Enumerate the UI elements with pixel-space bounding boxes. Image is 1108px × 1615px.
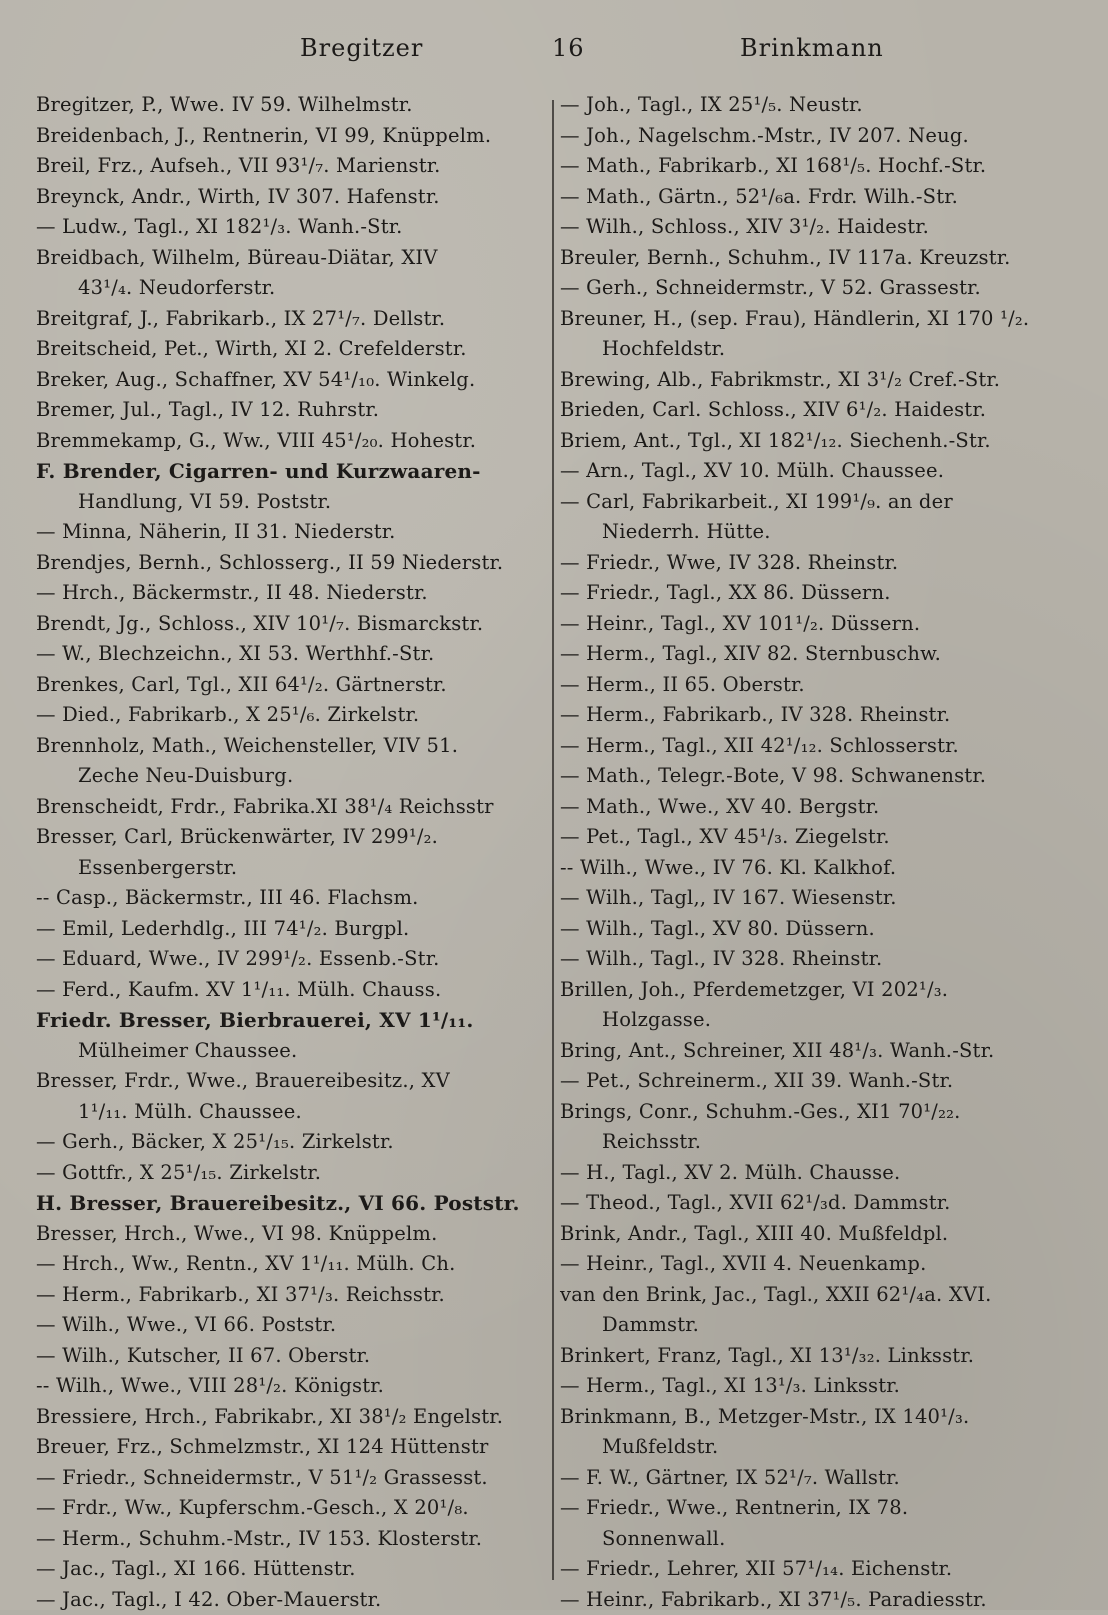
directory-entry: — Math., Gärtn., 52¹/₆a. Frdr. Wilh.-Str. bbox=[560, 182, 1090, 213]
directory-entry: — Herm., Tagl., XII 42¹/₁₂. Schlosserstr. bbox=[560, 731, 1090, 762]
directory-entry: — Math., Fabrikarb., XI 168¹/₅. Hochf.-Str. bbox=[560, 151, 1090, 182]
directory-entry: Breynck, Andr., Wirth, IV 307. Hafenstr. bbox=[36, 182, 556, 213]
directory-entry: Breitscheid, Pet., Wirth, XI 2. Crefelderstr. bbox=[36, 334, 556, 365]
directory-entry: — Jac., Tagl., XI 166. Hüttenstr. bbox=[36, 1554, 556, 1585]
directory-entry: Brenscheidt, Frdr., Fabrika.XI 38¹/₄ Reichsstr bbox=[36, 792, 556, 823]
directory-entry: F. Brender, Cigarren- und Kurzwaaren- bbox=[36, 456, 556, 487]
directory-entry: 43¹/₄. Neudorferstr. bbox=[36, 273, 556, 304]
directory-entry: Bresser, Hrch., Wwe., VI 98. Knüppelm. bbox=[36, 1219, 556, 1250]
directory-entry: — Eduard, Wwe., IV 299¹/₂. Essenb.-Str. bbox=[36, 944, 556, 975]
directory-entry: — Jac., Tagl., I 42. Ober-Mauerstr. bbox=[36, 1585, 556, 1615]
directory-entry: Brieden, Carl. Schloss., XIV 6¹/₂. Haidestr. bbox=[560, 395, 1090, 426]
directory-entry: — Wilh., Tagl., IV 328. Rheinstr. bbox=[560, 944, 1090, 975]
directory-entry: — Wilh., Tagl., XV 80. Düssern. bbox=[560, 914, 1090, 945]
directory-entry: — Pet., Schreinerm., XII 39. Wanh.-Str. bbox=[560, 1066, 1090, 1097]
directory-entry: Bregitzer, P., Wwe. IV 59. Wilhelmstr. bbox=[36, 90, 556, 121]
directory-entry: Zeche Neu-Duisburg. bbox=[36, 761, 556, 792]
directory-entry: Breuer, Frz., Schmelzmstr., XI 124 Hüttenstr bbox=[36, 1432, 556, 1463]
directory-entry: — Hrch., Bäckermstr., II 48. Niederstr. bbox=[36, 578, 556, 609]
directory-entry: — Math., Telegr.-Bote, V 98. Schwanenstr. bbox=[560, 761, 1090, 792]
directory-entry: 1¹/₁₁. Mülh. Chaussee. bbox=[36, 1097, 556, 1128]
directory-entry: Brink, Andr., Tagl., XIII 40. Mußfeldpl. bbox=[560, 1219, 1090, 1250]
directory-entry: — Herm., Schuhm.-Mstr., IV 153. Klosterstr. bbox=[36, 1524, 556, 1555]
directory-entry: — Arn., Tagl., XV 10. Mülh. Chaussee. bbox=[560, 456, 1090, 487]
directory-entry: — Gerh., Schneidermstr., V 52. Grassestr. bbox=[560, 273, 1090, 304]
directory-entry: — H., Tagl., XV 2. Mülh. Chausse. bbox=[560, 1158, 1090, 1189]
directory-entry: Reichsstr. bbox=[560, 1127, 1090, 1158]
directory-entry: — Wilh., Schloss., XIV 3¹/₂. Haidestr. bbox=[560, 212, 1090, 243]
directory-entry: — Died., Fabrikarb., X 25¹/₆. Zirkelstr. bbox=[36, 700, 556, 731]
directory-entry: Breil, Frz., Aufseh., VII 93¹/₇. Marienstr. bbox=[36, 151, 556, 182]
directory-entry: — Wilh., Wwe., VI 66. Poststr. bbox=[36, 1310, 556, 1341]
directory-entry: Briem, Ant., Tgl., XI 182¹/₁₂. Siechenh.-Str. bbox=[560, 426, 1090, 457]
directory-entry: — Wilh., Kutscher, II 67. Oberstr. bbox=[36, 1341, 556, 1372]
left-column bbox=[36, 90, 556, 1615]
directory-entry: — Friedr., Schneidermstr., V 51¹/₂ Grassesst. bbox=[36, 1463, 556, 1494]
directory-entry: -- Casp., Bäckermstr., III 46. Flachsm. bbox=[36, 883, 556, 914]
column-divider bbox=[552, 100, 554, 1580]
directory-entry: Brinkmann, B., Metzger-Mstr., IX 140¹/₃. bbox=[560, 1402, 1090, 1433]
directory-entry: Bresser, Frdr., Wwe., Brauereibesitz., XV bbox=[36, 1066, 556, 1097]
directory-entry: Brendjes, Bernh., Schlosserg., II 59 Niederstr. bbox=[36, 548, 556, 579]
directory-entry: Brennholz, Math., Weichensteller, VIV 51. bbox=[36, 731, 556, 762]
directory-entry: — Ferd., Kaufm. XV 1¹/₁₁. Mülh. Chauss. bbox=[36, 975, 556, 1006]
directory-entry: — Carl, Fabrikarbeit., XI 199¹/₉. an der bbox=[560, 487, 1090, 518]
directory-entry: — W., Blechzeichn., XI 53. Werthhf.-Str. bbox=[36, 639, 556, 670]
right-column bbox=[560, 90, 1090, 1615]
directory-entry: — Wilh., Tagl,, IV 167. Wiesenstr. bbox=[560, 883, 1090, 914]
directory-entry: -- Wilh., Wwe., IV 76. Kl. Kalkhof. bbox=[560, 853, 1090, 884]
directory-entry: Brings, Conr., Schuhm.-Ges., XI1 70¹/₂₂. bbox=[560, 1097, 1090, 1128]
directory-entry: — Hrch., Ww., Rentn., XV 1¹/₁₁. Mülh. Ch. bbox=[36, 1249, 556, 1280]
directory-entry: Breidbach, Wilhelm, Büreau-Diätar, XIV bbox=[36, 243, 556, 274]
directory-entry: — Emil, Lederhdlg., III 74¹/₂. Burgpl. bbox=[36, 914, 556, 945]
directory-entry: Bresser, Carl, Brückenwärter, IV 299¹/₂. bbox=[36, 822, 556, 853]
directory-entry: — Ludw., Tagl., XI 182¹/₃. Wanh.-Str. bbox=[36, 212, 556, 243]
directory-entry: — Gottfr., X 25¹/₁₅. Zirkelstr. bbox=[36, 1158, 556, 1189]
directory-entry: Breuler, Bernh., Schuhm., IV 117a. Kreuzstr. bbox=[560, 243, 1090, 274]
directory-entry: Bremmekamp, G., Ww., VIII 45¹/₂₀. Hohestr. bbox=[36, 426, 556, 457]
directory-entry: — Heinr., Tagl., XV 101¹/₂. Düssern. bbox=[560, 609, 1090, 640]
directory-entry: Sonnenwall. bbox=[560, 1524, 1090, 1555]
directory-entry: Breker, Aug., Schaffner, XV 54¹/₁₀. Winkelg. bbox=[36, 365, 556, 396]
directory-entry: Brewing, Alb., Fabrikmstr., XI 3¹/₂ Cref.-Str. bbox=[560, 365, 1090, 396]
directory-entry: Bring, Ant., Schreiner, XII 48¹/₃. Wanh.-Str. bbox=[560, 1036, 1090, 1067]
directory-entry: — Herm., Fabrikarb., XI 37¹/₃. Reichsstr. bbox=[36, 1280, 556, 1311]
directory-entry: Dammstr. bbox=[560, 1310, 1090, 1341]
directory-entry: — Joh., Tagl., IX 25¹/₅. Neustr. bbox=[560, 90, 1090, 121]
directory-entry: — F. W., Gärtner, IX 52¹/₇. Wallstr. bbox=[560, 1463, 1090, 1494]
directory-entry: — Friedr., Wwe., Rentnerin, IX 78. bbox=[560, 1493, 1090, 1524]
directory-entry: Bremer, Jul., Tagl., IV 12. Ruhrstr. bbox=[36, 395, 556, 426]
directory-entry: -- Wilh., Wwe., VIII 28¹/₂. Königstr. bbox=[36, 1371, 556, 1402]
directory-entry: — Friedr., Lehrer, XII 57¹/₁₄. Eichenstr. bbox=[560, 1554, 1090, 1585]
directory-entry: Essenbergerstr. bbox=[36, 853, 556, 884]
directory-entry: Niederrh. Hütte. bbox=[560, 517, 1090, 548]
directory-entry: van den Brink, Jac., Tagl., XXII 62¹/₄a. XVI. bbox=[560, 1280, 1090, 1311]
page-number: 16 bbox=[552, 34, 585, 62]
directory-entry: Breuner, H., (sep. Frau), Händlerin, XI 170 ¹/₂. bbox=[560, 304, 1090, 335]
directory-entry: Bressiere, Hrch., Fabrikabr., XI 38¹/₂ Engelstr. bbox=[36, 1402, 556, 1433]
directory-entry: — Friedr., Tagl., XX 86. Düssern. bbox=[560, 578, 1090, 609]
directory-entry: — Joh., Nagelschm.-Mstr., IV 207. Neug. bbox=[560, 121, 1090, 152]
directory-entry: — Herm., Tagl., XI 13¹/₃. Linksstr. bbox=[560, 1371, 1090, 1402]
directory-entry: Mußfeldstr. bbox=[560, 1432, 1090, 1463]
directory-entry: — Heinr., Fabrikarb., XI 37¹/₅. Paradiesstr. bbox=[560, 1585, 1090, 1615]
directory-entry: — Frdr., Ww., Kupferschm.-Gesch., X 20¹/₈. bbox=[36, 1493, 556, 1524]
header-left-keyword: Bregitzer bbox=[300, 34, 423, 62]
directory-entry: — Minna, Näherin, II 31. Niederstr. bbox=[36, 517, 556, 548]
directory-entry: Holzgasse. bbox=[560, 1005, 1090, 1036]
directory-entry: — Heinr., Tagl., XVII 4. Neuenkamp. bbox=[560, 1249, 1090, 1280]
page-header bbox=[0, 34, 1108, 74]
directory-entry: Mülheimer Chaussee. bbox=[36, 1036, 556, 1067]
directory-entry: — Theod., Tagl., XVII 62¹/₃d. Dammstr. bbox=[560, 1188, 1090, 1219]
directory-entry: — Pet., Tagl., XV 45¹/₃. Ziegelstr. bbox=[560, 822, 1090, 853]
directory-entry: H. Bresser, Brauereibesitz., VI 66. Poststr. bbox=[36, 1188, 556, 1219]
directory-entry: Handlung, VI 59. Poststr. bbox=[36, 487, 556, 518]
header-right-keyword: Brinkmann bbox=[740, 34, 884, 62]
directory-entry: Brinkert, Franz, Tagl., XI 13¹/₃₂. Linksstr. bbox=[560, 1341, 1090, 1372]
directory-entry: — Friedr., Wwe, IV 328. Rheinstr. bbox=[560, 548, 1090, 579]
directory-entry: Breitgraf, J., Fabrikarb., IX 27¹/₇. Dellstr. bbox=[36, 304, 556, 335]
directory-entry: — Math., Wwe., XV 40. Bergstr. bbox=[560, 792, 1090, 823]
directory-entry: Breidenbach, J., Rentnerin, VI 99, Knüppelm. bbox=[36, 121, 556, 152]
directory-entry: — Herm., II 65. Oberstr. bbox=[560, 670, 1090, 701]
directory-entry: — Herm., Tagl., XIV 82. Sternbuschw. bbox=[560, 639, 1090, 670]
directory-entry: Brillen, Joh., Pferdemetzger, VI 202¹/₃. bbox=[560, 975, 1090, 1006]
directory-entry: Brenkes, Carl, Tgl., XII 64¹/₂. Gärtnerstr. bbox=[36, 670, 556, 701]
directory-entry: Hochfeldstr. bbox=[560, 334, 1090, 365]
directory-entry: — Herm., Fabrikarb., IV 328. Rheinstr. bbox=[560, 700, 1090, 731]
directory-entry: Friedr. Bresser, Bierbrauerei, XV 1¹/₁₁. bbox=[36, 1005, 556, 1036]
directory-entry: Brendt, Jg., Schloss., XIV 10¹/₇. Bismarckstr. bbox=[36, 609, 556, 640]
directory-entry: — Gerh., Bäcker, X 25¹/₁₅. Zirkelstr. bbox=[36, 1127, 556, 1158]
